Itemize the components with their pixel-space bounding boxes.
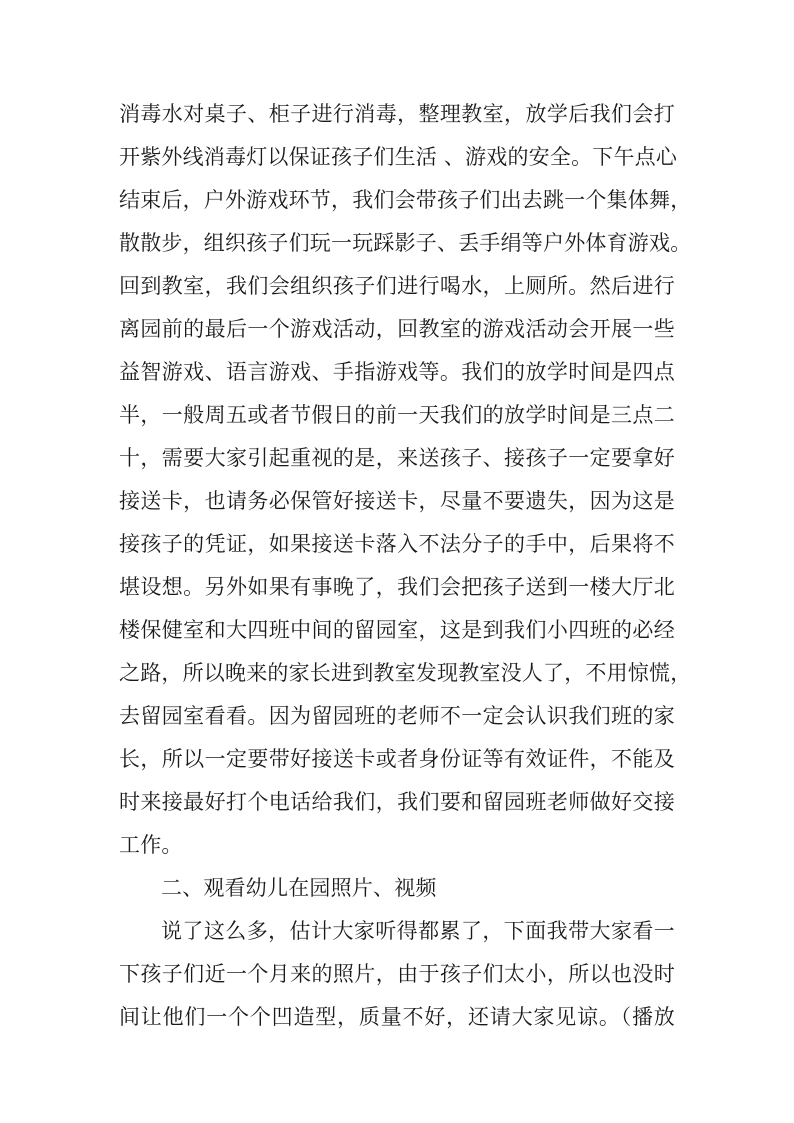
section-heading: 二、观看幼儿在园照片、视频 (161, 876, 437, 900)
text-line: 开紫外线消毒灯以保证孩子们生活 、游戏的安全。下午点心 (119, 145, 678, 169)
text-line: 工作。 (119, 833, 183, 857)
text-line: 之路，所以晚来的家长进到教室发现教室没人了，不用惊慌， (119, 661, 692, 685)
paragraph-line: 下孩子们近一个月来的照片，由于孩子们太小，所以也没时 (119, 962, 675, 986)
text-line: 结束后，户外游戏环节，我们会带孩子们出去跳一个集体舞， (119, 188, 692, 212)
text-line: 去留园室看看。因为留园班的老师不一定会认识我们班的家 (119, 704, 675, 728)
text-line: 长，所以一定要带好接送卡或者身份证等有效证件，不能及 (119, 747, 675, 771)
text-line: 接送卡，也请务必保管好接送卡，尽量不要遗失，因为这是 (119, 489, 675, 513)
text-line: 益智游戏、语言游戏、手指游戏等。我们的放学时间是四点 (119, 360, 675, 384)
text-line: 散散步，组织孩子们玩一玩踩影子、丢手绢等户外体育游戏。 (119, 231, 692, 255)
text-line: 十，需要大家引起重视的是，来送孩子、接孩子一定要拿好 (119, 446, 675, 470)
text-line: 回到教室，我们会组织孩子们进行喝水，上厕所。然后进行 (119, 274, 675, 298)
text-line: 消毒水对桌子、柜子进行消毒，整理教室，放学后我们会打 (119, 102, 675, 126)
text-line: 堪设想。另外如果有事晚了，我们会把孩子送到一楼大厅北 (119, 575, 675, 599)
paragraph-line: 说了这么多，估计大家听得都累了，下面我带大家看一 (161, 919, 675, 943)
text-line: 离园前的最后一个游戏活动，回教室的游戏活动会开展一些 (119, 317, 675, 341)
paragraph-line: 间让他们一个个凹造型，质量不好，还请大家见谅。（播放 (119, 1005, 675, 1029)
text-line: 接孩子的凭证，如果接送卡落入不法分子的手中，后果将不 (119, 532, 675, 556)
text-line: 楼保健室和大四班中间的留园室，这是到我们小四班的必经 (119, 618, 675, 642)
text-line: 半，一般周五或者节假日的前一天我们的放学时间是三点二 (119, 403, 675, 427)
text-line: 时来接最好打个电话给我们，我们要和留园班老师做好交接 (119, 790, 675, 814)
